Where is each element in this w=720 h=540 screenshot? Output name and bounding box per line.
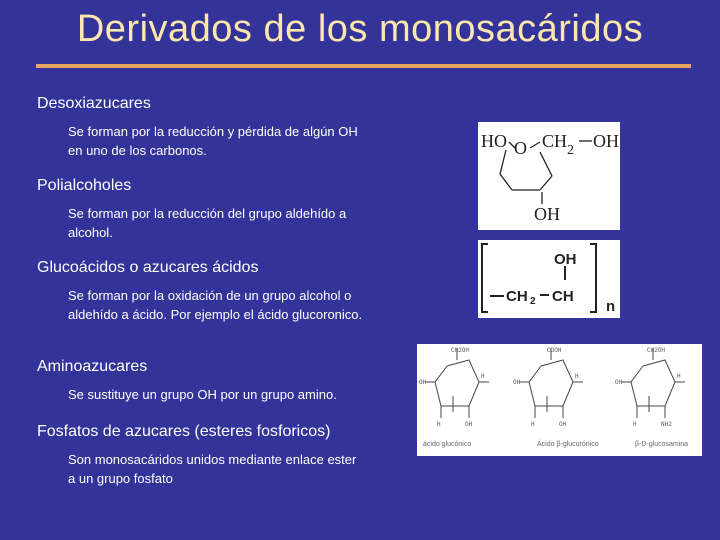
section-heading: Aminoazucares	[37, 358, 148, 375]
section-heading: Desoxiazucares	[37, 95, 151, 112]
ch2-subscript: 2	[530, 296, 536, 307]
svg-text:COOH: COOH	[547, 347, 562, 354]
repeat-n-label: n	[606, 298, 616, 315]
section-heading: Polialcoholes	[37, 177, 132, 194]
title-underline	[36, 64, 691, 68]
slide-title: Derivados de los monosacáridos	[76, 8, 644, 50]
section-aminoazucares	[37, 357, 388, 404]
svg-text:H: H	[531, 421, 535, 428]
polyalcohol-repeat-figure	[478, 240, 620, 318]
glucose-derivatives-drawing	[417, 344, 702, 456]
section-desoxiazucares	[37, 94, 368, 160]
oh-bottom-label: OH	[534, 204, 560, 224]
svg-text:OH: OH	[465, 421, 473, 428]
ring-oxygen-label: O	[514, 138, 527, 158]
svg-text:H: H	[633, 421, 637, 428]
caption-glucosamine: β-D-glucosamina	[635, 441, 689, 448]
svg-text:NH2: NH2	[661, 421, 672, 428]
svg-text:OH: OH	[419, 379, 427, 386]
ch2-label: CH	[506, 288, 528, 305]
ch2-label: CH	[542, 131, 568, 151]
caption-glucuronic: ácido glucónico	[423, 441, 472, 448]
section-heading: Glucoácidos o azucares ácidos	[37, 259, 259, 276]
deoxy-sugar-drawing	[478, 122, 620, 230]
svg-text:CH2OH: CH2OH	[451, 347, 470, 354]
svg-text:OH: OH	[559, 421, 567, 428]
section-glucoacidos	[37, 258, 383, 324]
section-text: Se forman por la reducción y pérdida de algún OH en uno de los carbonos.	[68, 124, 358, 158]
section-text: Se forman por la reducción del grupo aldehído a alcohol.	[68, 206, 347, 240]
deoxy-sugar-figure	[478, 122, 620, 230]
svg-text:H: H	[677, 373, 681, 380]
oh-top-label: OH	[593, 131, 619, 151]
svg-text:OH: OH	[615, 379, 623, 386]
svg-text:H: H	[575, 373, 579, 380]
svg-text:OH: OH	[513, 379, 521, 386]
ho-label: HO	[481, 131, 507, 151]
svg-text:H: H	[437, 421, 441, 428]
section-text: Son monosacáridos unidos mediante enlace ester a un grupo fosfato	[68, 452, 357, 486]
ch2-subscript: 2	[567, 143, 574, 158]
section-fosfatos	[37, 422, 397, 488]
ch-label: CH	[552, 288, 574, 305]
svg-text:H: H	[481, 373, 485, 380]
section-text: Se sustituye un grupo OH por un grupo amino.	[68, 387, 337, 402]
section-heading: Fosfatos de azucares (esteres fosforicos)	[37, 423, 331, 440]
glucose-derivatives-figure	[417, 344, 702, 456]
svg-text:CH2OH: CH2OH	[647, 347, 666, 354]
polymer-drawing	[478, 240, 620, 318]
caption-beta-glucuronic: Ácido β-glucurónico	[537, 441, 599, 448]
section-polialcoholes	[37, 176, 378, 242]
oh-label: OH	[554, 251, 577, 268]
section-text: Se forman por la oxidación de un grupo alcohol o aldehído a ácido. Por ejemplo el ácido glucoronico.	[68, 288, 363, 322]
